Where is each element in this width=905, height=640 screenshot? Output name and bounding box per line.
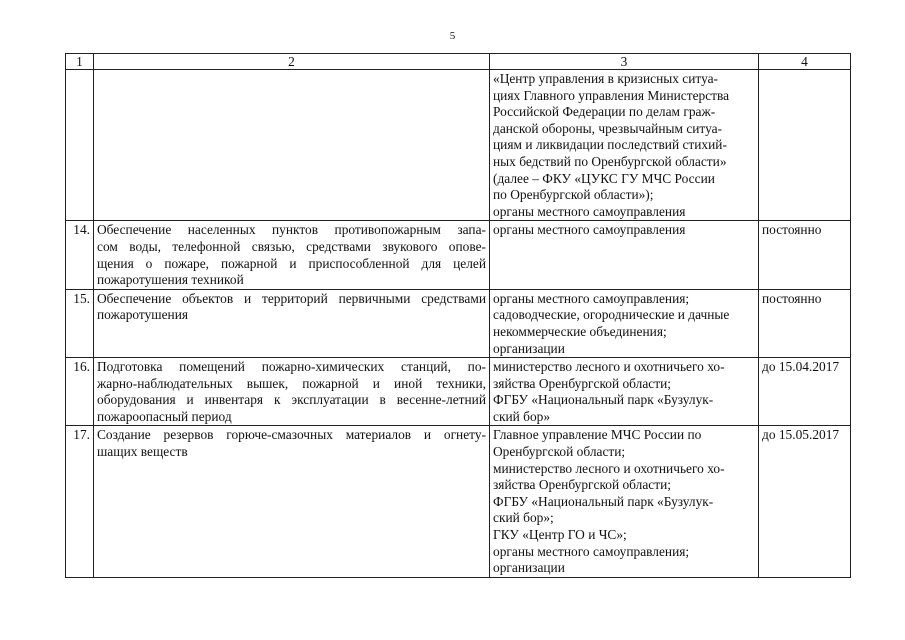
executors-cell-line: циям и ликвидации последствий стихий-	[493, 137, 727, 153]
executors-cell-line: зяйства Оренбургской области;	[493, 477, 671, 493]
deadline-cell: постоянно	[759, 221, 851, 289]
header-cell-2: 2	[94, 54, 490, 70]
executors-cell-line: ский бор»	[493, 408, 551, 424]
executors-cell-line: органы местного самоуправления;	[493, 290, 690, 306]
task-cell-line: жарно-наблюдательных вышек, пожарной и иной техники,	[97, 375, 486, 391]
executors-cell-line: ФГБУ «Национальный парк «Бузулук-	[493, 493, 714, 509]
task-cell-line: Обеспечение населенных пунктов противопожарным запа-	[97, 222, 486, 238]
task-cell-line: пожаротушения	[97, 307, 189, 323]
header-cell-3: 3	[490, 54, 759, 70]
header-row	[66, 54, 851, 70]
executors-cell-line: циях Главного управления Министерства	[493, 87, 730, 103]
executors-cell-line: ФГБУ «Национальный парк «Бузулук-	[493, 392, 714, 408]
table-row	[66, 358, 851, 426]
executors-cell-line: по Оренбургской области»);	[493, 187, 654, 203]
row-number: 16.	[66, 358, 94, 426]
executors-cell-line: ский бор»;	[493, 510, 554, 526]
task-cell-line: Создание резервов горюче-смазочных материалов и огнету-	[97, 427, 486, 443]
executors-cell	[490, 426, 759, 577]
executors-cell-line: организации	[493, 340, 565, 356]
executors-cell-line: садоводческие, огороднические и дачные	[493, 307, 730, 323]
executors-cell-line: зяйства Оренбургской области;	[493, 375, 671, 391]
executors-cell-line: некоммерческие объединения;	[493, 323, 667, 339]
executors-cell-line: органы местного самоуправления;	[493, 543, 690, 559]
task-cell-line: пожаротушения техникой	[97, 272, 244, 288]
table-row	[66, 221, 851, 289]
task-cell	[94, 221, 490, 289]
task-cell-line: оборудования и инвентаря к эксплуатации в весенне-летний	[97, 392, 486, 408]
executors-cell-line: ных бедствий по Оренбургской области»	[493, 153, 727, 169]
deadline-cell	[759, 70, 851, 221]
executors-cell-line: ГКУ «Центр ГО и ЧС»;	[493, 527, 627, 543]
executors-cell	[490, 221, 759, 289]
executors-cell-line: министерство лесного и охотничьего хо-	[493, 460, 725, 476]
executors-cell-line: Российской Федерации по делам граж-	[493, 104, 716, 120]
task-cell-line: Обеспечение объектов и территорий первичными средствами	[97, 290, 486, 306]
task-cell-line: сом воды, телефонной связью, средствами звукового опове-	[97, 238, 486, 254]
executors-cell	[490, 358, 759, 426]
executors-cell-line: органы местного самоуправления	[493, 203, 686, 219]
executors-cell	[490, 289, 759, 357]
page-number: 5	[449, 30, 456, 42]
table-row	[66, 426, 851, 577]
task-cell	[94, 358, 490, 426]
executors-cell-line: (далее – ФКУ «ЦУКС ГУ МЧС России	[493, 170, 715, 186]
deadline-cell: до 15.05.2017	[759, 426, 851, 577]
task-cell	[94, 70, 490, 221]
executors-cell-line: министерство лесного и охотничьего хо-	[493, 359, 725, 375]
executors-cell	[490, 70, 759, 221]
task-cell-line: пожароопасный период	[97, 408, 232, 424]
header-cell-1: 1	[66, 54, 94, 70]
executors-cell-line: Оренбургской области;	[493, 444, 626, 460]
deadline-cell: постоянно	[759, 289, 851, 357]
task-cell	[94, 426, 490, 577]
header-cell-4: 4	[759, 54, 851, 70]
task-cell-line: щения о пожаре, пожарной и приспособленной для целей	[97, 255, 486, 271]
row-number: 17.	[66, 426, 94, 577]
task-cell-line: шащих веществ	[97, 444, 188, 460]
task-cell-line: Подготовка помещений пожарно-химических станций, по-	[97, 359, 486, 375]
row-number: 15.	[66, 289, 94, 357]
executors-cell-line: органы местного самоуправления	[493, 222, 686, 238]
task-cell	[94, 289, 490, 357]
table-row	[66, 289, 851, 357]
executors-cell-line: организации	[493, 560, 565, 576]
deadline-cell: до 15.04.2017	[759, 358, 851, 426]
executors-cell-line: данской обороны, чрезвычайным ситуа-	[493, 120, 723, 136]
executors-cell-line: Главное управление МЧС России по	[493, 427, 702, 443]
measures-table	[65, 53, 851, 578]
executors-cell-line: «Центр управления в кризисных ситуа-	[493, 71, 718, 86]
table-body	[66, 70, 851, 578]
row-number	[66, 70, 94, 221]
row-number: 14.	[66, 221, 94, 289]
table-row	[66, 70, 851, 221]
